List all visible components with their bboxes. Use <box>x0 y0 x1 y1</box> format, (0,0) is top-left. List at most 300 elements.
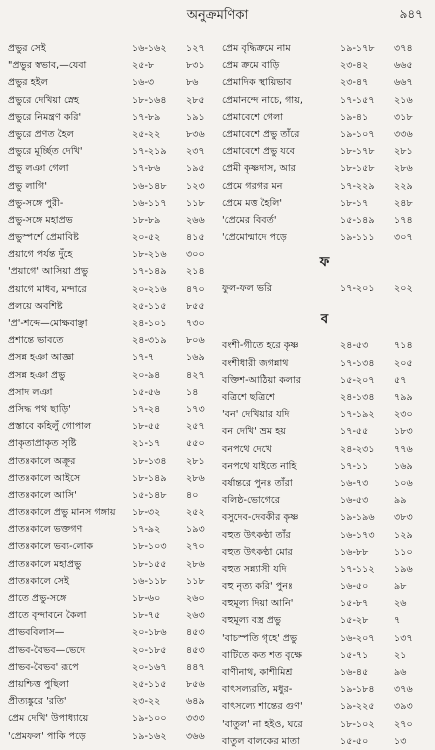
entry-text: ফুল-ফল ভরি <box>222 283 273 295</box>
entry-page: ৮৫৫ <box>186 300 205 312</box>
entry-text: বহুত সন্ন্যাসী যদি <box>222 563 287 575</box>
index-entry <box>222 681 427 698</box>
entry-page: ১৯৫ <box>186 163 205 175</box>
entry-text: প্রেমাবেশে প্রভু তাঁরে <box>222 128 300 140</box>
entry-page: ২৬৬ <box>186 214 205 226</box>
entry-text: প্রেম ক্রমে বাড়ি <box>222 60 280 72</box>
entry-text: প্রাতঃকালে আসি' <box>8 489 77 501</box>
index-entry <box>8 607 213 624</box>
entry-text: বহুমূল্য বস্ত্র প্রভু <box>222 615 282 627</box>
entry-reference: ১৭-২০১ <box>340 283 375 295</box>
entry-reference: ১৬-৫০ <box>340 581 369 593</box>
entry-text: প্রাভববিলাস— <box>8 627 65 639</box>
entry-page: ২৮১ <box>186 455 205 467</box>
entry-page: ৮৬ <box>186 77 199 89</box>
index-entry <box>222 647 427 664</box>
entry-reference: ২০-৫২ <box>132 232 161 244</box>
entry-page: ২৫২ <box>186 507 205 519</box>
entry-text: বত্রিশে ছত্রিশে <box>222 392 275 403</box>
entry-text: প্রভু লাগি' <box>8 180 47 192</box>
entry-page: ১৯৩ <box>186 524 205 536</box>
entry-page: ৯৯ <box>394 495 407 507</box>
index-entry <box>222 578 427 595</box>
entry-reference: ১৮-১৩৪ <box>132 455 167 467</box>
entry-reference: ২৩-৪২ <box>340 60 369 72</box>
entry-reference: ১৬-৫৩ <box>340 495 369 507</box>
index-entry <box>222 612 427 629</box>
index-entry <box>8 521 213 538</box>
entry-reference: ১৮-১০২ <box>340 718 375 730</box>
entry-reference: ১৬-৩ <box>132 77 155 89</box>
entry-text: প্রভু-সঙ্গে পুরী- <box>8 197 64 209</box>
index-entry <box>222 372 427 389</box>
entry-text: বলিষ্ঠ-ভোগেরে <box>222 495 281 507</box>
entry-reference: ১৯-১১১ <box>340 232 375 244</box>
entry-page: ৩৯৩ <box>394 701 413 713</box>
index-entry <box>222 475 427 492</box>
entry-reference: ১৫-২০৭ <box>340 374 375 386</box>
entry-page: ৩৩৩ <box>186 713 205 725</box>
entry-text: প্রসন্ন হঞা প্রভু <box>8 369 66 381</box>
index-entry <box>8 384 213 401</box>
index-entry <box>222 544 427 561</box>
entry-page: ২৩৭ <box>186 146 205 158</box>
entry-text: প্রাতঃকালে অক্রূর <box>8 455 76 467</box>
entry-text: 'বন' দেখিয়ার যদি <box>222 409 290 421</box>
index-entry <box>8 590 213 607</box>
entry-page: ২৬ <box>394 598 407 610</box>
entry-page: ১৩৭ <box>394 632 413 644</box>
entry-text: প্রাকৃতাপ্রাকৃত সৃষ্টি <box>8 438 77 450</box>
entry-reference: ১৮-১৬৪ <box>132 94 167 106</box>
entry-page: ২৩০ <box>394 409 413 421</box>
entry-page: ২৬০ <box>186 593 205 604</box>
entry-reference: ১৭-৭ <box>132 352 155 364</box>
page-number: ৯৪৭ <box>399 7 423 21</box>
entry-page: ৯৮ <box>394 581 407 593</box>
index-entry <box>8 728 213 745</box>
entry-text: প্রভুরে প্রণত হৈল <box>8 128 74 140</box>
index-entry <box>222 595 427 612</box>
entry-reference: ১৫-৭১ <box>340 649 369 661</box>
entry-page: ২৬৩ <box>186 610 205 622</box>
entry-text: প্রয়াগে পর্যন্ত দুঁহে <box>8 249 73 261</box>
entry-reference: ১৭-২৪ <box>132 403 161 415</box>
entry-reference: ২৪-৩১৯ <box>132 335 167 347</box>
entry-page: ৯৬ <box>394 667 407 678</box>
index-entry <box>8 298 213 315</box>
entry-text: প্রস্তাবে কহিলুঁ গোপাল <box>8 421 92 433</box>
entry-page: ৪৪৭ <box>186 661 205 673</box>
entry-reference: ১৯-১০০ <box>132 713 167 725</box>
index-entry <box>222 40 427 57</box>
entry-text: প্রেমানন্দে নাচে, গায়, <box>222 94 303 106</box>
index-entry <box>222 126 427 143</box>
entry-reference: ১৮-৩২ <box>132 507 161 519</box>
index-entry <box>8 74 213 91</box>
entry-text: প্রাতে বৃন্দাবনে কৈলা <box>8 610 87 622</box>
index-entry <box>8 538 213 555</box>
entry-text: বাণীনাথ, কাশীমিশ্র <box>222 667 293 678</box>
entry-text: বাৎসল্যে শান্তের গুণ' <box>222 701 303 713</box>
entry-text: প্রায়শ্চিত্ত পুছিলা <box>8 678 69 690</box>
entry-reference: ২৩-২২ <box>132 696 161 708</box>
entry-page: ১২৩ <box>186 180 205 192</box>
entry-page: ২৮৬ <box>186 558 205 570</box>
index-entry <box>222 423 427 440</box>
entry-text: 'প্রয়াগে' আসিয়া প্রভু <box>8 266 89 278</box>
entry-page: ৩৮৩ <box>394 512 413 524</box>
entry-text: প্রেমাবেশে প্রভু যবে <box>222 146 296 158</box>
entry-reference: ১৯-২২৫ <box>340 701 375 713</box>
entry-text: প্রসন্ন হঞা আজ্ঞা <box>8 352 75 364</box>
index-entry <box>8 281 213 298</box>
entry-page: ৬৬৫ <box>394 60 413 72</box>
entry-reference: ২৫-৮ <box>132 60 155 72</box>
index-entry <box>222 441 427 458</box>
entry-text: প্রশান্তে ভাবতে <box>8 335 64 347</box>
entry-text: বহুমূল্য দিয়া আনি' <box>222 598 294 610</box>
index-entry <box>8 315 213 332</box>
entry-page: ৪৫৩ <box>186 627 205 639</box>
entry-page: ৬৬৭ <box>394 77 413 89</box>
index-entry <box>8 40 213 57</box>
entry-reference: ২০-১৮৬ <box>132 627 167 639</box>
entry-reference: ১৭-১৯২ <box>340 409 375 421</box>
entry-page: ৬৪৯ <box>186 696 205 708</box>
entry-reference: ১৮-১৪৯ <box>132 472 167 484</box>
entry-reference: ১৬-৮৮ <box>340 546 369 558</box>
entry-reference: ১৮-১৫৮ <box>340 163 375 175</box>
entry-text: 'প্রেমফল' পাকি পড়ে <box>8 730 86 742</box>
entry-page: ২৮১ <box>394 146 413 158</box>
entry-page: ১৯১ <box>186 111 205 123</box>
index-entry <box>8 693 213 710</box>
entry-reference: ১৭-২১৯ <box>132 146 167 158</box>
index-entry <box>222 280 427 297</box>
entry-reference: ১৭-২২৯ <box>340 180 375 192</box>
section-letter-pha: ফ <box>319 255 330 271</box>
entry-page: ১১০ <box>394 546 413 558</box>
page-title: অনুক্রমণিকা <box>186 8 249 23</box>
entry-reference: ১৮-২১৬ <box>132 249 167 261</box>
entry-page: ৩০০ <box>186 249 205 261</box>
entry-text: প্রাতঃকালে ভব্য-লোক <box>8 541 94 553</box>
entry-text: প্রসাদ লঞা <box>8 386 53 398</box>
entry-reference: ১৬-১৭৩ <box>340 529 375 541</box>
entry-reference: ১৮-১৭৮ <box>340 146 375 158</box>
entry-page: ২৮৬ <box>394 163 413 175</box>
index-entry <box>8 676 213 693</box>
index-entry <box>8 418 213 435</box>
entry-reference: ২৫-১১৫ <box>132 678 167 690</box>
index-column-right <box>222 40 427 750</box>
entry-reference: ১৬-১৪৮ <box>132 180 167 192</box>
entry-text: বাটিতে কত শত বৃক্ষে <box>222 649 303 661</box>
entry-text: বহু নৃত্য করি' পুনঃ <box>222 581 294 593</box>
index-entry <box>8 642 213 659</box>
entry-reference: ১৯-৪১ <box>340 111 369 123</box>
index-entry <box>222 229 427 246</box>
entry-reference: ১৭-৮৯ <box>132 111 161 123</box>
entry-text: প্রভু লঞা গেলা <box>8 163 69 175</box>
entry-text: প্রভুরে মূর্চ্ছিত দেখি' <box>8 146 83 158</box>
index-entry <box>222 664 427 681</box>
index-entry <box>8 435 213 452</box>
index-entry <box>8 92 213 109</box>
entry-text: প্রেমাবেশে গেলা <box>222 111 284 123</box>
entry-text: বক্তিশ-আঠিয়া কলার <box>222 374 302 386</box>
entry-reference: ১৯-১৭৮ <box>340 43 375 54</box>
entry-text: প্রাতঃকালে ভক্তগণ <box>8 524 83 536</box>
entry-page: ৩৭৬ <box>394 684 413 696</box>
entry-reference: ২০-২১৬ <box>132 283 167 295</box>
index-entry <box>222 337 427 354</box>
index-entry <box>222 355 427 372</box>
entry-reference: ১৯-১৮৪ <box>340 684 375 696</box>
index-entry <box>222 109 427 126</box>
entry-reference: ২০-৯৪ <box>132 369 161 381</box>
entry-text: "প্রভুর স্বভাব,—যেবা <box>8 60 87 72</box>
entry-text: প্রাতঃকালে মহাপ্রভু <box>8 558 82 570</box>
entry-reference: ১৫-৫৬ <box>132 386 161 398</box>
entry-page: ৮০৬ <box>186 335 205 347</box>
entry-text: বনপথে যাইতে নাহি <box>222 460 297 472</box>
entry-text: বন দেখি' ভ্রম হয় <box>222 426 286 438</box>
entry-reference: ১৫-১৪৯ <box>340 214 375 226</box>
entry-reference: ২৪-৫৩ <box>340 340 369 352</box>
entry-text: বহুত উৎকণ্ঠা মোর <box>222 546 293 558</box>
entry-page: ১৯৬ <box>394 563 413 575</box>
entry-page: ৩০৭ <box>394 232 413 244</box>
entry-text: বংশী-গীতে হরে কৃষ্ণ <box>222 340 299 352</box>
entry-page: ৫৭ <box>394 374 407 386</box>
entry-text: প্রাতে প্রভু-সঙ্গে <box>8 593 67 604</box>
entry-reference: ২১-১৭ <box>132 438 161 450</box>
entry-page: ১৬৯ <box>394 460 413 472</box>
index-entry <box>222 389 427 406</box>
entry-reference: ১৬-৪৫ <box>340 667 369 678</box>
index-entry <box>8 109 213 126</box>
entry-reference: ২৪-১০১ <box>132 318 167 329</box>
index-entry <box>222 733 427 750</box>
entry-text: বাতুল বালকের মাতা <box>222 735 300 747</box>
entry-text: বংশীধারী জগন্নাথ <box>222 357 289 369</box>
entry-reference: ১৭-১১২ <box>340 563 375 575</box>
entry-page: ২০৫ <box>394 357 413 369</box>
entry-text: 'প্রেমোন্মাদে পড়ে <box>222 232 287 244</box>
index-entry <box>8 556 213 573</box>
entry-reference: ১৫-৫০ <box>340 735 369 747</box>
entry-text: প্রয়াগে মাধব, মন্দারে <box>8 283 87 295</box>
index-entry <box>8 229 213 246</box>
index-entry <box>222 630 427 647</box>
entry-text: বাৎসল্যরতি, মধুর- <box>222 684 293 696</box>
index-entry <box>222 195 427 212</box>
entry-page: ৩৬৬ <box>186 730 205 742</box>
entry-text: প্রেমে মত্ত হৈলি' <box>222 197 282 209</box>
entry-reference: ১৮-৮৯ <box>132 214 161 226</box>
entry-text: বসুদেব-দেবকীর কৃষ্ণ <box>222 512 299 524</box>
index-entry <box>222 509 427 526</box>
entry-page: ১৮৩ <box>394 426 413 438</box>
index-entry <box>222 716 427 733</box>
entry-text: 'বাতুল' না হইও, ঘরে <box>222 718 303 730</box>
index-entry <box>8 178 213 195</box>
index-entry <box>222 92 427 109</box>
entry-text: বনপথে দেখে <box>222 443 272 455</box>
entry-reference: ১৭-৫৫ <box>340 426 369 438</box>
entry-page: ৭৯৯ <box>394 392 413 403</box>
index-entry <box>8 367 213 384</box>
entry-page: ২৮৬ <box>186 472 205 484</box>
entry-text: 'প্র'-শব্দে—মোক্ষবাঞ্ছা <box>8 318 88 329</box>
entry-page: ৪৫৩ <box>186 644 205 656</box>
entry-page: ২০২ <box>394 283 413 295</box>
entry-page: ৪১৫ <box>186 232 205 244</box>
entry-text: প্রাতঃকালে আইসে <box>8 472 81 484</box>
index-entry <box>222 492 427 509</box>
index-entry <box>8 263 213 280</box>
index-column-left <box>8 40 213 745</box>
entry-reference: ১৬-২০৭ <box>340 632 375 644</box>
entry-text: প্রীত্যঙ্কুরে 'রতি' <box>8 696 67 708</box>
entry-page: ২৫৭ <box>186 421 205 433</box>
index-entry <box>222 527 427 544</box>
index-entry <box>222 458 427 475</box>
entry-reference: ২৫-২২ <box>132 128 161 140</box>
entry-reference: ১৬-১১৭ <box>132 197 167 209</box>
entry-text: প্রেম দেখি' উপাধ্যায়ে <box>8 713 89 725</box>
index-entry <box>222 178 427 195</box>
entry-reference: ১৮-৫৫ <box>132 421 161 433</box>
entry-page: ২১৪ <box>186 266 205 278</box>
section-letter-ba: ব <box>320 312 329 328</box>
entry-reference: ১৭-৯২ <box>132 524 161 536</box>
entry-reference: ১৭-১৫৭ <box>340 94 375 106</box>
entry-reference: ১৭-১১ <box>340 460 369 472</box>
entry-page: ২২৯ <box>394 180 413 192</box>
entry-page: ৪০ <box>186 489 199 501</box>
entry-page: ১২৭ <box>186 43 205 54</box>
entry-reference: ২৪-১৩৪ <box>340 392 375 403</box>
entry-reference: ১৯-১৬২ <box>132 730 167 742</box>
entry-reference: ১৬-১১৮ <box>132 575 167 587</box>
index-entry <box>222 212 427 229</box>
index-entry <box>8 126 213 143</box>
index-entry <box>8 624 213 641</box>
entry-text: প্রভুর সেই <box>8 43 46 54</box>
entry-text: প্রভুস্পর্শে প্রেমাবিষ্ট <box>8 232 79 244</box>
entry-reference: ২০-১৬৭ <box>132 661 167 673</box>
index-entry <box>8 246 213 263</box>
index-entry <box>8 401 213 418</box>
entry-reference: ১৮-১৭ <box>340 197 369 209</box>
entry-text: প্রেমী কৃষ্ণদাস, আর <box>222 163 296 175</box>
entry-page: ১১৮ <box>186 197 205 209</box>
index-entry <box>8 160 213 177</box>
entry-page: ১১৮ <box>186 575 205 587</box>
entry-text: প্রসিদ্ধ পথ ছাড়ি' <box>8 403 71 415</box>
index-entry <box>8 487 213 504</box>
index-entry <box>8 659 213 676</box>
entry-reference: ১৬-১৬২ <box>132 43 167 54</box>
entry-text: প্রাভব-বৈভব' রূপে <box>8 661 79 673</box>
index-entry <box>8 470 213 487</box>
entry-page: ৪৭০ <box>186 283 205 295</box>
entry-page: ৩১৮ <box>394 111 413 123</box>
index-entry <box>8 349 213 366</box>
entry-text: প্রভুরে নিমন্ত্রণ করি' <box>8 111 82 123</box>
entry-page: ৮৩৬ <box>186 128 205 140</box>
index-entry <box>222 74 427 91</box>
entry-text: প্রভু-সঙ্গে মহাপ্রভ <box>8 214 73 226</box>
entry-reference: ১৮-১৫৫ <box>132 558 167 570</box>
entry-reference: ১৮-৬০ <box>132 593 161 604</box>
entry-reference: ১৯-১৯৬ <box>340 512 375 524</box>
index-entry <box>8 57 213 74</box>
entry-reference: ১৬-৭৩ <box>340 477 369 489</box>
entry-page: ১৭৪ <box>394 214 413 226</box>
entry-page: ২৭০ <box>394 718 413 730</box>
entry-page: ৩৭৪ <box>394 43 413 54</box>
entry-reference: ১৯-১০৭ <box>340 128 375 140</box>
entry-page: ৭১৪ <box>394 340 413 352</box>
entry-page: ২৮৫ <box>186 94 205 106</box>
entry-text: প্রাতঃকালে সেই <box>8 575 70 587</box>
entry-text: প্রেমে গরগর মন <box>222 180 283 192</box>
index-entry <box>8 453 213 470</box>
entry-page: ২১৬ <box>394 94 413 106</box>
index-entry <box>8 573 213 590</box>
entry-text: প্রাতঃকালে প্রভু মানস গঙ্গায় <box>8 507 116 519</box>
entry-text: প্রাভব-বৈভব—ভেদে <box>8 644 86 656</box>
entry-reference: ১৮-১০৩ <box>132 541 167 553</box>
entry-page: ১০৬ <box>394 477 413 489</box>
entry-page: ৭৭৬ <box>394 443 413 455</box>
index-entry <box>222 143 427 160</box>
index-entry <box>8 504 213 521</box>
index-entry <box>222 57 427 74</box>
index-entry <box>8 143 213 160</box>
entry-page: ৫৫০ <box>186 438 205 450</box>
index-entry <box>8 195 213 212</box>
entry-text: বহুত উৎকণ্ঠা তাঁর <box>222 529 291 541</box>
entry-page: ৮৫৬ <box>186 678 205 690</box>
index-entry <box>8 212 213 229</box>
index-entry <box>222 561 427 578</box>
entry-reference: ১৭-৮৬ <box>132 163 161 175</box>
entry-page: ১৪ <box>186 386 199 398</box>
entry-page: ৪২৭ <box>186 369 205 381</box>
entry-page: ৭ <box>394 615 401 627</box>
entry-reference: ২৪-২৩১ <box>340 443 375 455</box>
entry-text: প্রভুর হইল <box>8 77 48 89</box>
entry-reference: ২৫-১১৫ <box>132 300 167 312</box>
entry-reference: ১৫-২৮ <box>340 615 369 627</box>
entry-page: ২৪৮ <box>394 197 413 209</box>
entry-text: প্রলয়ে অবশিষ্ট <box>8 300 63 312</box>
entry-reference: ১৫-৮৭ <box>340 598 369 610</box>
entry-reference: ২০-১৮৫ <box>132 644 167 656</box>
entry-page: ১২৯ <box>394 529 413 541</box>
entry-text: প্রভুরে দেখিয়া স্নেহ <box>8 94 79 106</box>
entry-text: 'বাচস্পতি গৃহে' প্রভু <box>222 632 298 644</box>
entry-reference: ১৫-১৪৮ <box>132 489 167 501</box>
entry-reference: ১৭-১৩৪ <box>340 357 375 369</box>
entry-text: বর্ষান্তরে পুনঃ তাঁরা <box>222 477 293 489</box>
entry-text: 'প্রেমের বিবর্ত' <box>222 214 277 226</box>
